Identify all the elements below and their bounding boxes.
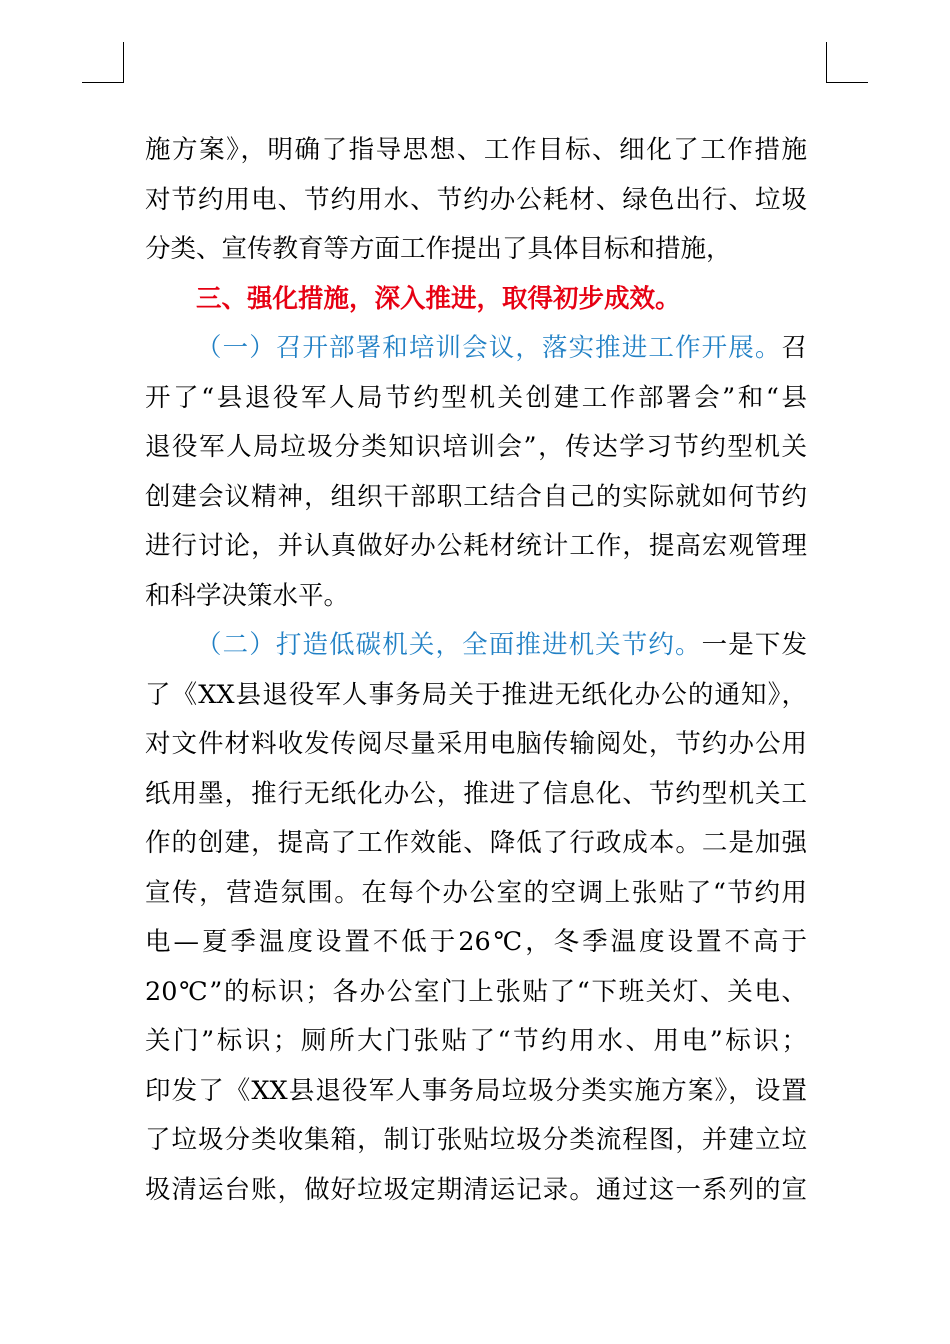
body-line: 对文件材料收发传阅尽量采用电脑传输阅处，节约办公用 bbox=[145, 729, 807, 759]
body-line: 电—夏季温度设置不低于26℃，冬季温度设置不高于 bbox=[145, 927, 807, 957]
crop-mark-top-right-vertical bbox=[826, 42, 827, 83]
section-heading: 三、强化措施，深入推进，取得初步成效。 bbox=[196, 283, 681, 314]
subsection-heading: （一）召开部署和培训会议，落实推进工作开展。 bbox=[196, 333, 782, 363]
body-line: 施方案》，明确了指导思想、工作目标、细化了工作措施 bbox=[145, 135, 807, 165]
body-line: 20℃”的标识；各办公室门上张贴了“下班关灯、关电、 bbox=[145, 976, 807, 1007]
body-line: 印发了《XX县退役军人事务局垃圾分类实施方案》，设置 bbox=[145, 1075, 807, 1106]
body-line: 对节约用电、节约用水、节约办公耗材、绿色出行、垃圾 bbox=[145, 184, 807, 215]
body-line: 作的创建，提高了工作效能、降低了行政成本。二是加强 bbox=[145, 828, 807, 858]
body-line: 创建会议精神，组织干部职工结合自己的实际就如何节约 bbox=[145, 481, 807, 512]
body-line: 开了“县退役军人局节约型机关创建工作部署会”和“县 bbox=[145, 382, 807, 413]
crop-mark-top-right-horizontal bbox=[826, 82, 868, 83]
body-line: 宣传，营造氛围。在每个办公室的空调上张贴了“节约用 bbox=[145, 877, 807, 908]
crop-mark-top-left-horizontal bbox=[82, 82, 124, 83]
body-line: 了《XX县退役军人事务局关于推进无纸化办公的通知》， bbox=[145, 679, 807, 710]
body-line: 和科学决策水平。 bbox=[145, 580, 350, 611]
subsection-continuation: 一是下发 bbox=[701, 630, 807, 660]
body-line: 进行讨论，并认真做好办公耗材统计工作，提高宏观管理 bbox=[145, 531, 807, 561]
body-line: 了垃圾分类收集箱，制订张贴垃圾分类流程图，并建立垃 bbox=[145, 1125, 807, 1155]
subsection-heading: （二）打造低碳机关，全面推进机关节约。 bbox=[196, 630, 702, 660]
body-line: 退役军人局垃圾分类知识培训会”，传达学习节约型机关 bbox=[145, 432, 807, 462]
crop-mark-top-left-vertical bbox=[123, 42, 124, 83]
subsection-line bbox=[145, 621, 807, 671]
subsection-line bbox=[145, 324, 807, 374]
body-line: 圾清运台账，做好垃圾定期清运记录。通过这一系列的宣 bbox=[145, 1174, 807, 1205]
subsection-continuation: 召 bbox=[781, 333, 807, 363]
body-line: 纸用墨，推行无纸化办公，推进了信息化、节约型机关工 bbox=[145, 778, 807, 809]
body-line: 关门”标识；厕所大门张贴了“节约用水、用电”标识； bbox=[145, 1026, 807, 1056]
body-line: 分类、宣传教育等方面工作提出了具体目标和措施， bbox=[145, 234, 732, 264]
document-body bbox=[145, 126, 807, 1215]
